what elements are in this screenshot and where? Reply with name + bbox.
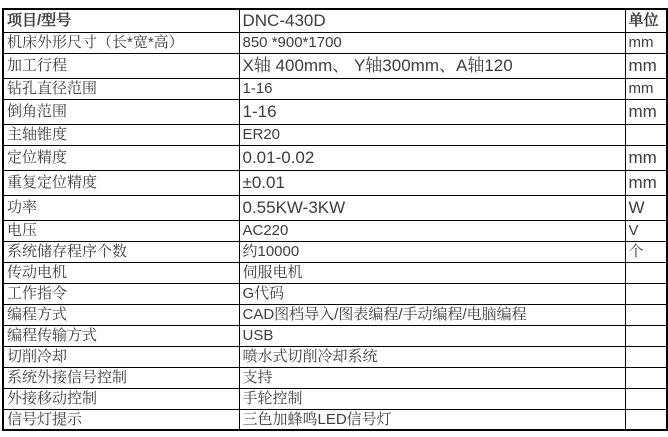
spec-unit-cell — [625, 367, 667, 388]
spec-label-cell: 主轴锥度 — [3, 124, 239, 145]
spec-value-cell: CAD图档导入/图表编程/手动编程/电脑编程 — [239, 304, 625, 325]
spec-label-cell: 重复定位精度 — [3, 170, 239, 195]
spec-value-cell: AC220 — [239, 220, 625, 241]
spec-unit-cell: mm — [625, 145, 667, 170]
table-row — [3, 388, 667, 409]
spec-label-cell: 外接移动控制 — [3, 388, 239, 409]
spec-value-cell: 1-16 — [239, 99, 625, 124]
table-row — [3, 124, 667, 145]
spec-unit-cell: W — [625, 195, 667, 220]
table-row — [3, 220, 667, 241]
spec-label-cell: 编程方式 — [3, 304, 239, 325]
spec-label-cell: 钻孔直径范围 — [3, 78, 239, 99]
header-item: 项目/型号 — [3, 9, 239, 32]
spec-unit-cell: mm — [625, 170, 667, 195]
spec-value-cell: ER20 — [239, 124, 625, 145]
table-row — [3, 304, 667, 325]
spec-label-cell: 切削冷却 — [3, 346, 239, 367]
spec-value-cell: G代码 — [239, 283, 625, 304]
spec-label-cell: 加工行程 — [3, 53, 239, 78]
spec-value-cell: 三色加蜂鸣LED信号灯 — [239, 409, 625, 430]
spec-unit-cell: mm — [625, 53, 667, 78]
table-row — [3, 78, 667, 99]
table-row — [3, 170, 667, 195]
spec-unit-cell — [625, 124, 667, 145]
spec-value-cell: 850 *900*1700 — [239, 32, 625, 53]
table-row — [3, 145, 667, 170]
spec-label-cell: 倒角范围 — [3, 99, 239, 124]
table-row — [3, 283, 667, 304]
spec-label-cell: 定位精度 — [3, 145, 239, 170]
spec-value-cell: ±0.01 — [239, 170, 625, 195]
table-row — [3, 53, 667, 78]
spec-unit-cell — [625, 304, 667, 325]
spec-label-cell: 工作指令 — [3, 283, 239, 304]
spec-unit-cell — [625, 409, 667, 430]
spec-value-cell: 手轮控制 — [239, 388, 625, 409]
spec-label-cell: 传动电机 — [3, 262, 239, 283]
table-row — [3, 99, 667, 124]
table-row — [3, 367, 667, 388]
spec-label-cell: 机床外形尺寸（长*宽*高） — [3, 32, 239, 53]
spec-unit-cell — [625, 388, 667, 409]
spec-unit-cell — [625, 283, 667, 304]
table-row — [3, 325, 667, 346]
spec-value-cell: 0.01-0.02 — [239, 145, 625, 170]
spec-unit-cell — [625, 325, 667, 346]
table-row — [3, 195, 667, 220]
spec-label-cell: 编程传输方式 — [3, 325, 239, 346]
header-unit: 单位 — [625, 9, 667, 32]
spec-value-cell: X轴 400mm、 Y轴300mm、A轴120 — [239, 53, 625, 78]
header-model: DNC-430D — [239, 9, 625, 32]
spec-unit-cell: mm — [625, 32, 667, 53]
spec-label-cell: 功率 — [3, 195, 239, 220]
spec-unit-cell: mm — [625, 99, 667, 124]
spec-table — [2, 8, 668, 431]
header-row — [3, 9, 667, 32]
spec-value-cell: 约10000 — [239, 241, 625, 262]
spec-value-cell: 0.55KW-3KW — [239, 195, 625, 220]
spec-unit-cell — [625, 346, 667, 367]
spec-unit-cell — [625, 262, 667, 283]
spec-value-cell: 伺服电机 — [239, 262, 625, 283]
table-row — [3, 262, 667, 283]
spec-label-cell: 系统外接信号控制 — [3, 367, 239, 388]
spec-label-cell: 信号灯提示 — [3, 409, 239, 430]
spec-unit-cell: mm — [625, 78, 667, 99]
spec-unit-cell: V — [625, 220, 667, 241]
spec-value-cell: USB — [239, 325, 625, 346]
spec-label-cell: 系统储存程序个数 — [3, 241, 239, 262]
spec-value-cell: 喷水式切削冷却系统 — [239, 346, 625, 367]
table-row — [3, 346, 667, 367]
table-row — [3, 32, 667, 53]
spec-value-cell: 1-16 — [239, 78, 625, 99]
table-row — [3, 241, 667, 262]
spec-value-cell: 支持 — [239, 367, 625, 388]
spec-label-cell: 电压 — [3, 220, 239, 241]
spec-unit-cell: 个 — [625, 241, 667, 262]
table-row — [3, 409, 667, 430]
